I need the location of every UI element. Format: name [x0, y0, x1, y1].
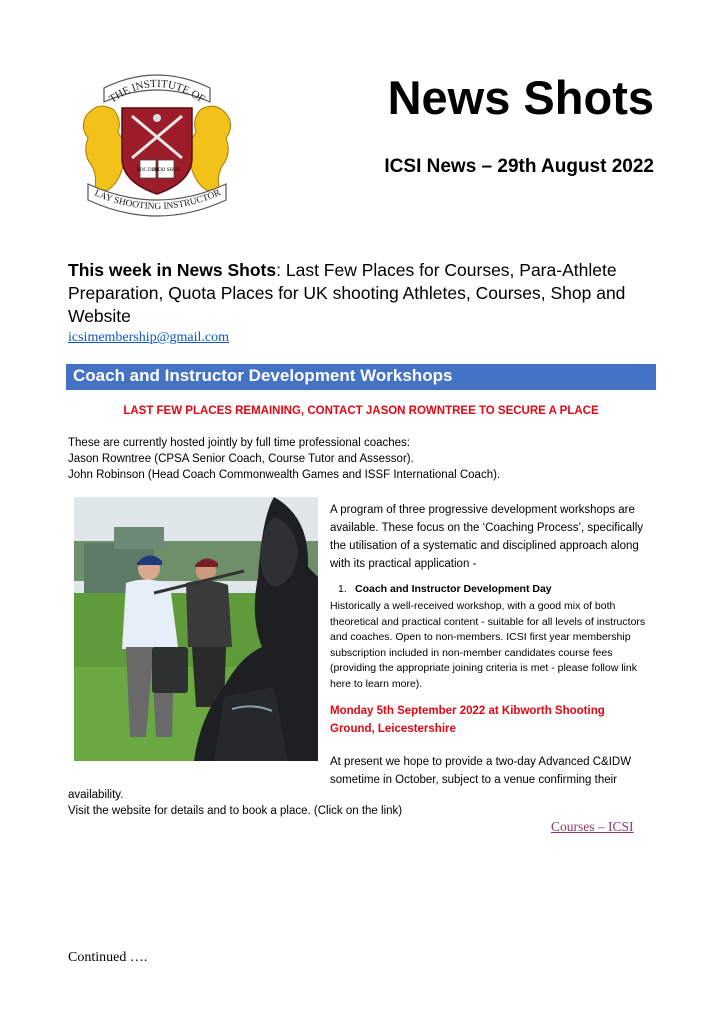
left-lion — [83, 106, 125, 192]
crest-graphic — [78, 66, 236, 222]
page-title: News Shots — [387, 71, 654, 124]
logo-bottom-text: LAY SHOOTING INSTRUCTOR — [92, 188, 223, 213]
alert-notice: LAST FEW PLACES REMAINING, CONTACT JASON ROWNTREE TO SECURE A PLACE — [123, 405, 599, 417]
intro-paragraph — [68, 259, 658, 328]
visit-text: Visit the website for details and to book a place. (Click on the link) — [68, 805, 403, 817]
hosts-intro: These are currently hosted jointly by full time professional coaches: — [68, 437, 410, 449]
list-item-description: Historically a well-received workshop, with a good mix of both theoretical and practical content - suitable for all levels of instructors and coaches. Open to non-members. ICSI first year membership subscription included in non-member candidates course fees (providing the appropriate joining criteria is met - please follow link here to learn more). — [330, 600, 646, 690]
clay-target — [153, 114, 161, 122]
book-left-text: BOC DISC — [136, 168, 160, 173]
host-john: John Robinson (Head Coach Commonwealth Games and ISSF International Coach). — [68, 469, 501, 481]
advanced-notice: At present we hope to provide a two-day Advanced C&IDW sometime in October, subject to a venue confirming their — [330, 756, 632, 786]
event-date: Monday 5th September 2022 at Kibworth Shooting Ground, Leicestershire — [330, 705, 605, 735]
issue-date-subtitle: ICSI News – 29th August 2022 — [384, 156, 654, 177]
section-banner — [66, 364, 656, 390]
photo-illustration — [74, 497, 318, 761]
intro-lead: This week in News Shots — [68, 260, 277, 280]
workshop-photo — [74, 497, 318, 761]
host-jason: Jason Rowntree (CPSA Senior Coach, Course Tutor and Assessor). — [68, 453, 414, 465]
continued-footer: Continued …. — [68, 950, 148, 965]
availability-text: availability. — [68, 789, 124, 801]
book-right-text: JOOD SHUS — [152, 168, 180, 173]
icsi-logo — [78, 66, 236, 222]
courses-link[interactable]: Courses – ICSI — [551, 819, 634, 834]
section-banner-title: Coach and Instructor Development Workshops — [73, 366, 453, 385]
email-link[interactable]: icsimembership@gmail.com — [68, 330, 230, 345]
list-item-number: 1. — [338, 583, 347, 595]
intro-text: : Last Few Places for Courses, Para-Athlete Preparation, Quota Places for UK shooting Athletes, Courses, Shop and Website — [68, 260, 626, 326]
right-lion — [189, 106, 231, 192]
logo-top-text: THE INSTITUTE OF — [106, 77, 208, 106]
list-item-title: Coach and Instructor Development Day — [355, 583, 552, 595]
program-description: A program of three progressive development workshops are available. These focus on the ‘Coaching Process’, specifically the utilisation of a systematic and disciplined approach along with its practical application - — [330, 504, 644, 570]
